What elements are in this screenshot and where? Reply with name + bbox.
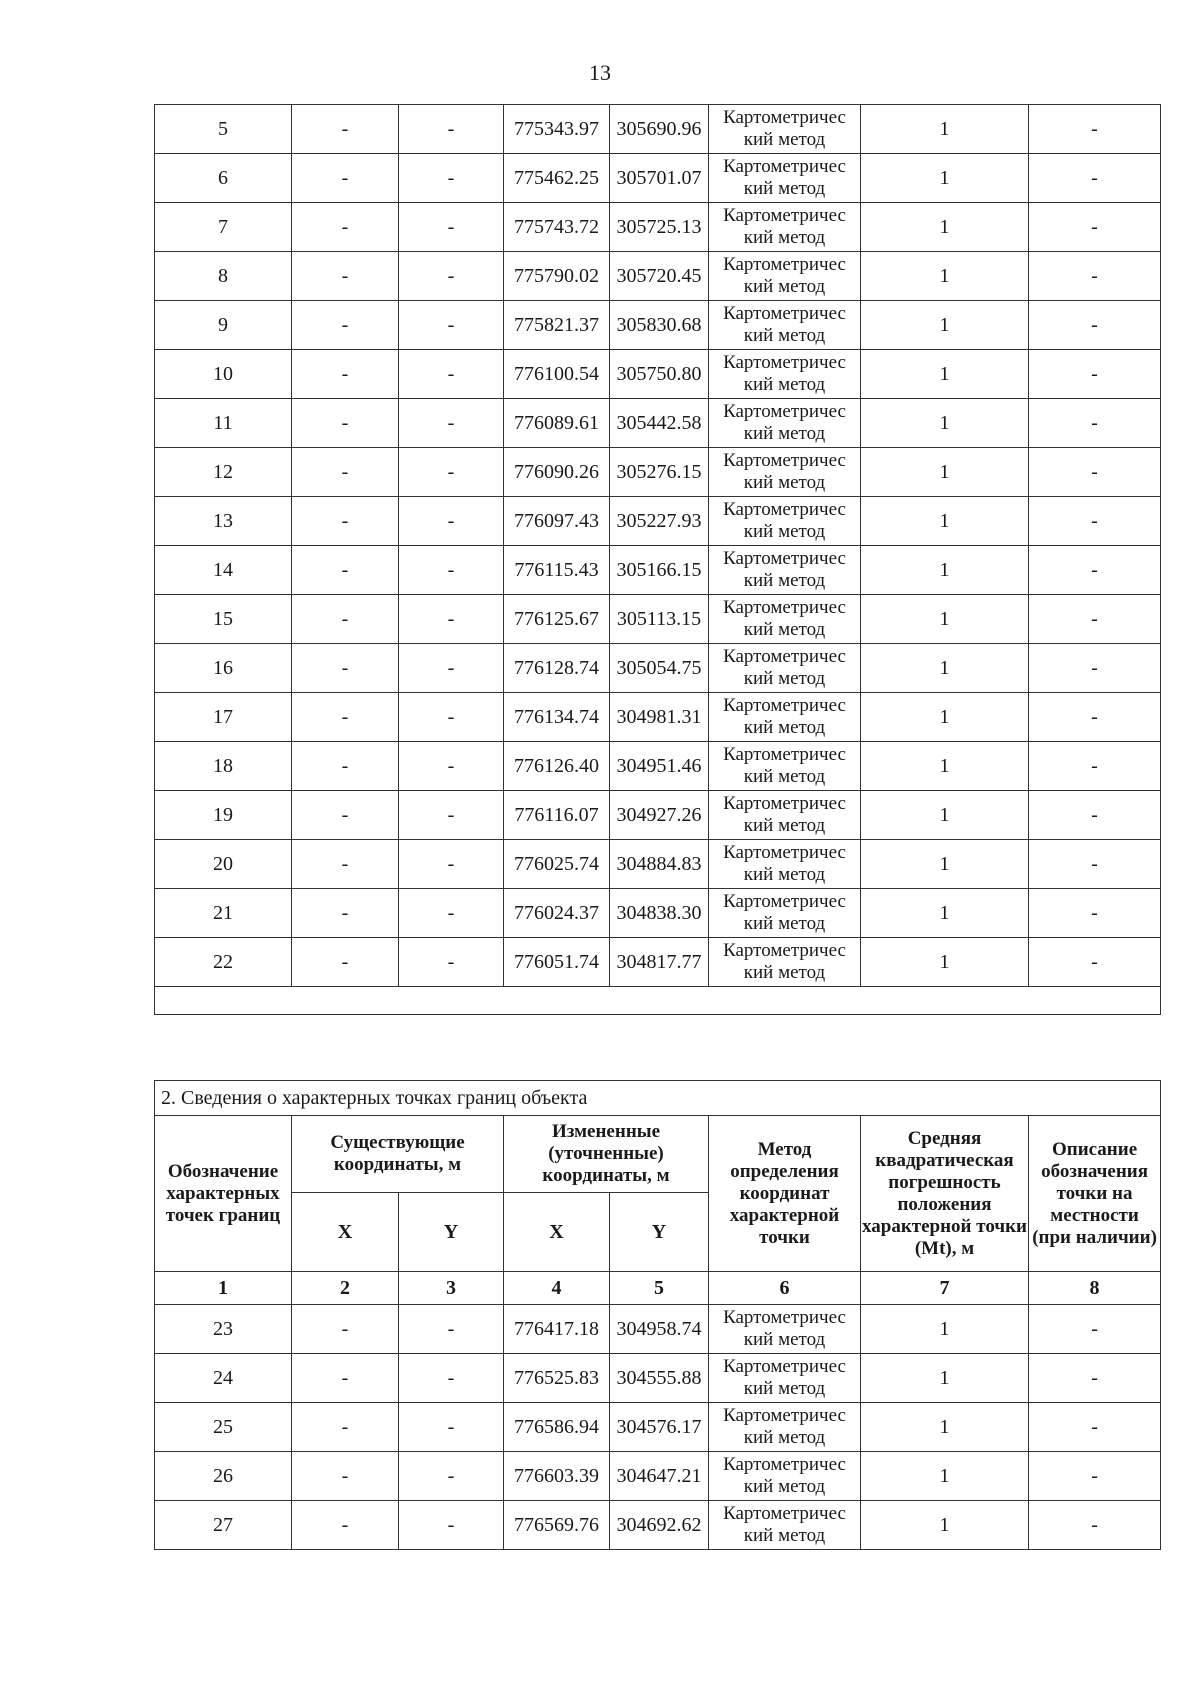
column-number: 3 <box>399 1272 504 1305</box>
point-id-cell: 23 <box>155 1305 292 1354</box>
error-cell: 1 <box>861 644 1029 693</box>
existing-x-cell: - <box>292 1452 399 1501</box>
error-cell: 1 <box>861 1354 1029 1403</box>
table-row <box>155 1452 1161 1501</box>
changed-y-cell: 305725.13 <box>610 203 709 252</box>
method-cell: Картометричес кий метод <box>709 350 861 399</box>
header-method: Метод определения координат характерной точки <box>709 1116 861 1272</box>
point-id-cell: 5 <box>155 105 292 154</box>
changed-x-cell: 776586.94 <box>504 1403 610 1452</box>
changed-y-cell: 304958.74 <box>610 1305 709 1354</box>
header-existing-coords: Существующие координаты, м <box>292 1116 504 1193</box>
table-row <box>155 497 1161 546</box>
method-cell: Картометричес кий метод <box>709 644 861 693</box>
existing-x-cell: - <box>292 693 399 742</box>
column-number: 5 <box>610 1272 709 1305</box>
point-id-cell: 9 <box>155 301 292 350</box>
description-cell: - <box>1029 399 1161 448</box>
existing-y-cell: - <box>399 840 504 889</box>
existing-x-cell: - <box>292 1354 399 1403</box>
changed-x-cell: 776024.37 <box>504 889 610 938</box>
existing-x-cell: - <box>292 448 399 497</box>
description-cell: - <box>1029 840 1161 889</box>
error-cell: 1 <box>861 840 1029 889</box>
changed-x-cell: 775462.25 <box>504 154 610 203</box>
error-cell: 1 <box>861 154 1029 203</box>
table-row <box>155 889 1161 938</box>
error-cell: 1 <box>861 1305 1029 1354</box>
table-row <box>155 252 1161 301</box>
existing-y-cell: - <box>399 1305 504 1354</box>
changed-x-cell: 776525.83 <box>504 1354 610 1403</box>
changed-x-cell: 776126.40 <box>504 742 610 791</box>
changed-x-cell: 776100.54 <box>504 350 610 399</box>
changed-x-cell: 776025.74 <box>504 840 610 889</box>
description-cell: - <box>1029 301 1161 350</box>
error-cell: 1 <box>861 742 1029 791</box>
point-id-cell: 11 <box>155 399 292 448</box>
changed-y-cell: 305054.75 <box>610 644 709 693</box>
changed-x-cell: 776116.07 <box>504 791 610 840</box>
method-cell: Картометричес кий метод <box>709 840 861 889</box>
point-id-cell: 24 <box>155 1354 292 1403</box>
point-id-cell: 25 <box>155 1403 292 1452</box>
existing-x-cell: - <box>292 791 399 840</box>
method-cell: Картометричес кий метод <box>709 1354 861 1403</box>
method-cell: Картометричес кий метод <box>709 889 861 938</box>
existing-x-cell: - <box>292 497 399 546</box>
existing-x-cell: - <box>292 1305 399 1354</box>
existing-x-cell: - <box>292 105 399 154</box>
column-number: 7 <box>861 1272 1029 1305</box>
changed-y-cell: 305701.07 <box>610 154 709 203</box>
column-number: 2 <box>292 1272 399 1305</box>
column-number: 4 <box>504 1272 610 1305</box>
existing-y-cell: - <box>399 742 504 791</box>
existing-x-cell: - <box>292 301 399 350</box>
table-row <box>155 693 1161 742</box>
method-cell: Картометричес кий метод <box>709 301 861 350</box>
error-cell: 1 <box>861 889 1029 938</box>
description-cell: - <box>1029 1305 1161 1354</box>
changed-y-cell: 304951.46 <box>610 742 709 791</box>
method-cell: Картометричес кий метод <box>709 938 861 987</box>
table-row <box>155 742 1161 791</box>
error-cell: 1 <box>861 497 1029 546</box>
point-id-cell: 10 <box>155 350 292 399</box>
existing-x-cell: - <box>292 203 399 252</box>
header-existing-y: Y <box>399 1193 504 1272</box>
existing-x-cell: - <box>292 644 399 693</box>
method-cell: Картометричес кий метод <box>709 1403 861 1452</box>
point-id-cell: 20 <box>155 840 292 889</box>
table-row <box>155 791 1161 840</box>
error-cell: 1 <box>861 301 1029 350</box>
table2-body <box>155 1305 1161 1550</box>
existing-y-cell: - <box>399 350 504 399</box>
table-row <box>155 1501 1161 1550</box>
description-cell: - <box>1029 546 1161 595</box>
existing-y-cell: - <box>399 889 504 938</box>
table-caption: 2. Сведения о характерных точках границ объекта <box>155 1081 1161 1116</box>
existing-x-cell: - <box>292 889 399 938</box>
description-cell: - <box>1029 791 1161 840</box>
changed-y-cell: 305442.58 <box>610 399 709 448</box>
header-changed-y: Y <box>610 1193 709 1272</box>
existing-x-cell: - <box>292 840 399 889</box>
error-cell: 1 <box>861 399 1029 448</box>
method-cell: Картометричес кий метод <box>709 595 861 644</box>
method-cell: Картометричес кий метод <box>709 203 861 252</box>
description-cell: - <box>1029 693 1161 742</box>
method-cell: Картометричес кий метод <box>709 791 861 840</box>
method-cell: Картометричес кий метод <box>709 399 861 448</box>
description-cell: - <box>1029 448 1161 497</box>
existing-x-cell: - <box>292 546 399 595</box>
header-changed-coords: Измененные (уточненные) координаты, м <box>504 1116 709 1193</box>
changed-y-cell: 304927.26 <box>610 791 709 840</box>
method-cell: Картометричес кий метод <box>709 742 861 791</box>
description-cell: - <box>1029 154 1161 203</box>
error-cell: 1 <box>861 350 1029 399</box>
table-row <box>155 154 1161 203</box>
existing-y-cell: - <box>399 448 504 497</box>
error-cell: 1 <box>861 1403 1029 1452</box>
existing-y-cell: - <box>399 644 504 693</box>
existing-y-cell: - <box>399 1452 504 1501</box>
changed-y-cell: 305227.93 <box>610 497 709 546</box>
table-row <box>155 399 1161 448</box>
description-cell: - <box>1029 497 1161 546</box>
existing-x-cell: - <box>292 1403 399 1452</box>
changed-x-cell: 776125.67 <box>504 595 610 644</box>
method-cell: Картометричес кий метод <box>709 546 861 595</box>
header-changed-x: X <box>504 1193 610 1272</box>
description-cell: - <box>1029 203 1161 252</box>
description-cell: - <box>1029 742 1161 791</box>
boundary-points-table <box>154 1080 1161 1550</box>
table-row <box>155 1354 1161 1403</box>
method-cell: Картометричес кий метод <box>709 1501 861 1550</box>
changed-y-cell: 305166.15 <box>610 546 709 595</box>
point-id-cell: 17 <box>155 693 292 742</box>
existing-y-cell: - <box>399 154 504 203</box>
header-existing-x: X <box>292 1193 399 1272</box>
existing-y-cell: - <box>399 1354 504 1403</box>
table-row <box>155 350 1161 399</box>
existing-x-cell: - <box>292 252 399 301</box>
description-cell: - <box>1029 252 1161 301</box>
point-id-cell: 15 <box>155 595 292 644</box>
point-id-cell: 16 <box>155 644 292 693</box>
error-cell: 1 <box>861 1501 1029 1550</box>
existing-x-cell: - <box>292 742 399 791</box>
method-cell: Картометричес кий метод <box>709 1452 861 1501</box>
description-cell: - <box>1029 595 1161 644</box>
description-cell: - <box>1029 105 1161 154</box>
error-cell: 1 <box>861 938 1029 987</box>
changed-y-cell: 304838.30 <box>610 889 709 938</box>
changed-y-cell: 304555.88 <box>610 1354 709 1403</box>
method-cell: Картометричес кий метод <box>709 693 861 742</box>
table1-body <box>155 105 1161 1015</box>
error-cell: 1 <box>861 1452 1029 1501</box>
changed-y-cell: 305276.15 <box>610 448 709 497</box>
description-cell: - <box>1029 1501 1161 1550</box>
existing-y-cell: - <box>399 252 504 301</box>
method-cell: Картометричес кий метод <box>709 448 861 497</box>
changed-x-cell: 776051.74 <box>504 938 610 987</box>
existing-y-cell: - <box>399 546 504 595</box>
description-cell: - <box>1029 1354 1161 1403</box>
column-number: 8 <box>1029 1272 1161 1305</box>
table-row <box>155 301 1161 350</box>
error-cell: 1 <box>861 252 1029 301</box>
point-id-cell: 13 <box>155 497 292 546</box>
error-cell: 1 <box>861 203 1029 252</box>
point-id-cell: 6 <box>155 154 292 203</box>
changed-y-cell: 305750.80 <box>610 350 709 399</box>
empty-cell <box>155 987 1161 1015</box>
changed-x-cell: 776134.74 <box>504 693 610 742</box>
boundary-points-table-continued <box>154 104 1161 1015</box>
column-number: 1 <box>155 1272 292 1305</box>
point-id-cell: 12 <box>155 448 292 497</box>
existing-y-cell: - <box>399 105 504 154</box>
existing-y-cell: - <box>399 1501 504 1550</box>
changed-x-cell: 776128.74 <box>504 644 610 693</box>
existing-y-cell: - <box>399 203 504 252</box>
error-cell: 1 <box>861 791 1029 840</box>
method-cell: Картометричес кий метод <box>709 105 861 154</box>
description-cell: - <box>1029 938 1161 987</box>
existing-y-cell: - <box>399 595 504 644</box>
existing-x-cell: - <box>292 1501 399 1550</box>
table-row <box>155 105 1161 154</box>
existing-x-cell: - <box>292 350 399 399</box>
existing-x-cell: - <box>292 399 399 448</box>
table-row <box>155 644 1161 693</box>
header-point-designation: Обозначение характерных точек границ <box>155 1116 292 1272</box>
header-error: Средняя квадратическая погрешность положения характерной точки (Mt), м <box>861 1116 1029 1272</box>
table-row <box>155 595 1161 644</box>
column-number: 6 <box>709 1272 861 1305</box>
existing-y-cell: - <box>399 399 504 448</box>
description-cell: - <box>1029 889 1161 938</box>
changed-y-cell: 304884.83 <box>610 840 709 889</box>
existing-x-cell: - <box>292 595 399 644</box>
existing-y-cell: - <box>399 497 504 546</box>
page-number: 13 <box>589 60 611 85</box>
description-cell: - <box>1029 644 1161 693</box>
table-row <box>155 840 1161 889</box>
description-cell: - <box>1029 350 1161 399</box>
description-cell: - <box>1029 1403 1161 1452</box>
changed-y-cell: 304981.31 <box>610 693 709 742</box>
existing-y-cell: - <box>399 301 504 350</box>
changed-x-cell: 776090.26 <box>504 448 610 497</box>
changed-y-cell: 304647.21 <box>610 1452 709 1501</box>
description-cell: - <box>1029 1452 1161 1501</box>
error-cell: 1 <box>861 448 1029 497</box>
point-id-cell: 26 <box>155 1452 292 1501</box>
existing-x-cell: - <box>292 938 399 987</box>
existing-y-cell: - <box>399 693 504 742</box>
changed-x-cell: 776097.43 <box>504 497 610 546</box>
method-cell: Картометричес кий метод <box>709 252 861 301</box>
table-row <box>155 1305 1161 1354</box>
method-cell: Картометричес кий метод <box>709 1305 861 1354</box>
changed-x-cell: 775743.72 <box>504 203 610 252</box>
changed-x-cell: 776089.61 <box>504 399 610 448</box>
changed-x-cell: 776115.43 <box>504 546 610 595</box>
changed-y-cell: 305830.68 <box>610 301 709 350</box>
changed-y-cell: 304576.17 <box>610 1403 709 1452</box>
error-cell: 1 <box>861 595 1029 644</box>
changed-x-cell: 775343.97 <box>504 105 610 154</box>
changed-y-cell: 305690.96 <box>610 105 709 154</box>
empty-row <box>155 987 1161 1015</box>
table-row <box>155 938 1161 987</box>
changed-y-cell: 304692.62 <box>610 1501 709 1550</box>
changed-x-cell: 776569.76 <box>504 1501 610 1550</box>
error-cell: 1 <box>861 693 1029 742</box>
changed-y-cell: 304817.77 <box>610 938 709 987</box>
existing-y-cell: - <box>399 791 504 840</box>
changed-x-cell: 775821.37 <box>504 301 610 350</box>
point-id-cell: 21 <box>155 889 292 938</box>
point-id-cell: 18 <box>155 742 292 791</box>
table-row <box>155 1403 1161 1452</box>
point-id-cell: 19 <box>155 791 292 840</box>
method-cell: Картометричес кий метод <box>709 154 861 203</box>
changed-x-cell: 776417.18 <box>504 1305 610 1354</box>
table-row <box>155 448 1161 497</box>
changed-x-cell: 775790.02 <box>504 252 610 301</box>
point-id-cell: 22 <box>155 938 292 987</box>
changed-x-cell: 776603.39 <box>504 1452 610 1501</box>
changed-y-cell: 305113.15 <box>610 595 709 644</box>
point-id-cell: 7 <box>155 203 292 252</box>
table-row <box>155 203 1161 252</box>
point-id-cell: 8 <box>155 252 292 301</box>
point-id-cell: 14 <box>155 546 292 595</box>
changed-y-cell: 305720.45 <box>610 252 709 301</box>
point-id-cell: 27 <box>155 1501 292 1550</box>
table-row <box>155 546 1161 595</box>
method-cell: Картометричес кий метод <box>709 497 861 546</box>
existing-x-cell: - <box>292 154 399 203</box>
header-description: Описание обозначения точки на местности (при наличии) <box>1029 1116 1161 1272</box>
existing-y-cell: - <box>399 938 504 987</box>
error-cell: 1 <box>861 546 1029 595</box>
existing-y-cell: - <box>399 1403 504 1452</box>
error-cell: 1 <box>861 105 1029 154</box>
